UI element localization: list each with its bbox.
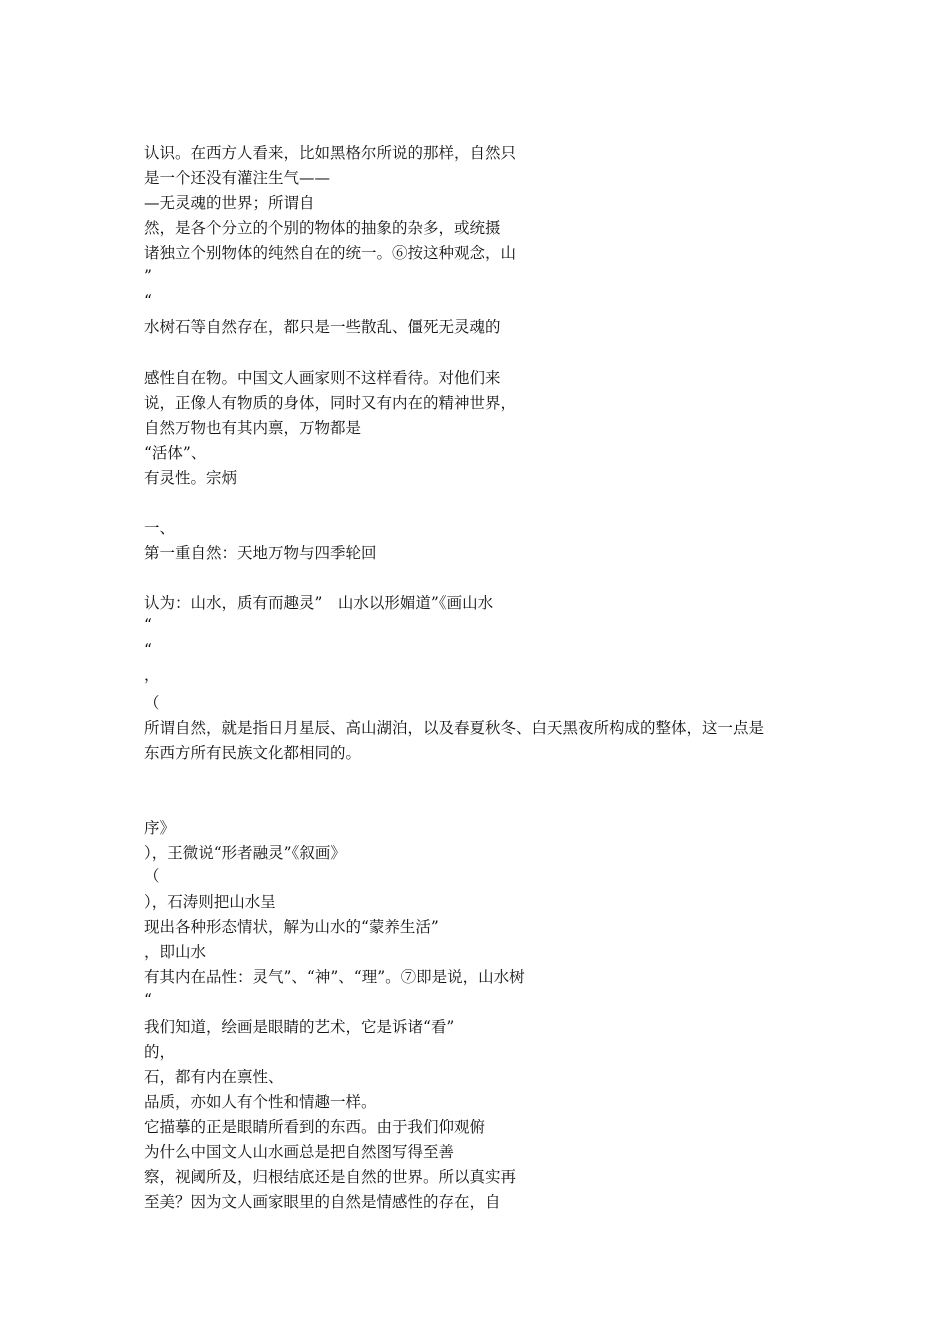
text-line: 感性自在物。中国文人画家则不这样看待。对他们来 — [144, 369, 501, 387]
text-line: 有灵性。宗炳 — [144, 469, 238, 487]
text-line: “活体”、 — [144, 444, 207, 462]
text-line: 石，都有内在禀性、 — [144, 1068, 284, 1086]
text-line: 我们知道，绘画是眼睛的艺术，它是诉诸“看” — [144, 1018, 455, 1036]
text-line: 所谓自然，就是指日月星辰、高山湖泊，以及春夏秋冬、白天黑夜所构成的整体，这一点是 — [144, 719, 765, 737]
text-line: —无灵魂的世界；所谓自 — [144, 194, 315, 212]
text-line: 有其内在品性：灵气”、“神”、“理”。⑦即是说，山水树 — [144, 968, 525, 986]
text-line: 它描摹的正是眼睛所看到的东西。由于我们仰观俯 — [144, 1118, 486, 1136]
text-line: ” — [144, 267, 152, 285]
text-line: 品质，亦如人有个性和情趣一样。 — [144, 1093, 377, 1111]
text-line: 说，正像人有物质的身体，同时又有内在的精神世界， — [144, 394, 517, 412]
text-line: 至美？因为文人画家眼里的自然是情感性的存在，自 — [144, 1193, 501, 1211]
text-line: 诸独立个别物体的纯然自在的统一。⑥按这种观念，山 — [144, 244, 517, 262]
text-line: 水树石等自然存在，都只是一些散乱、僵死无灵魂的 — [144, 318, 501, 336]
text-line: 自然万物也有其内禀，万物都是 — [144, 419, 362, 437]
text-line: ，即山水 — [144, 943, 207, 961]
text-line: 是一个还没有灌注生气—— — [144, 169, 331, 187]
text-line: （ — [144, 694, 160, 712]
text-line: ），王微说“形者融灵”《叙画》 — [144, 844, 346, 862]
section-heading: 第一重自然：天地万物与四季轮回 — [144, 544, 377, 562]
text-line: “ — [144, 641, 152, 659]
text-line: 然，是各个分立的个别的物体的抽象的杂多，或统摄 — [144, 219, 501, 237]
text-line: 现出各种形态情状，解为山水的“蒙养生活” — [144, 918, 439, 936]
text-line: 察，视阈所及，归根结底还是自然的世界。所以真实再 — [144, 1168, 517, 1186]
text-line: 的， — [144, 1043, 176, 1061]
text-line: “ — [144, 292, 152, 310]
text-line: 一、 — [144, 519, 176, 537]
text-line: 为什么中国文人山水画总是把自然图写得至善 — [144, 1143, 455, 1161]
text-line: “ — [144, 616, 152, 634]
text-line: 东西方所有民族文化都相同的。 — [144, 744, 362, 762]
text-line: ），石涛则把山水呈 — [144, 893, 276, 911]
text-line: ， — [144, 666, 160, 684]
text-line: “ — [144, 991, 152, 1009]
text-line: （ — [144, 867, 160, 885]
text-line: 认识。在西方人看来，比如黑格尔所说的那样，自然只 — [144, 144, 517, 162]
text-line: 认为：山水，质有而趣灵” 山水以形媚道”《画山水 — [144, 594, 494, 612]
text-line: 序》 — [144, 819, 176, 837]
